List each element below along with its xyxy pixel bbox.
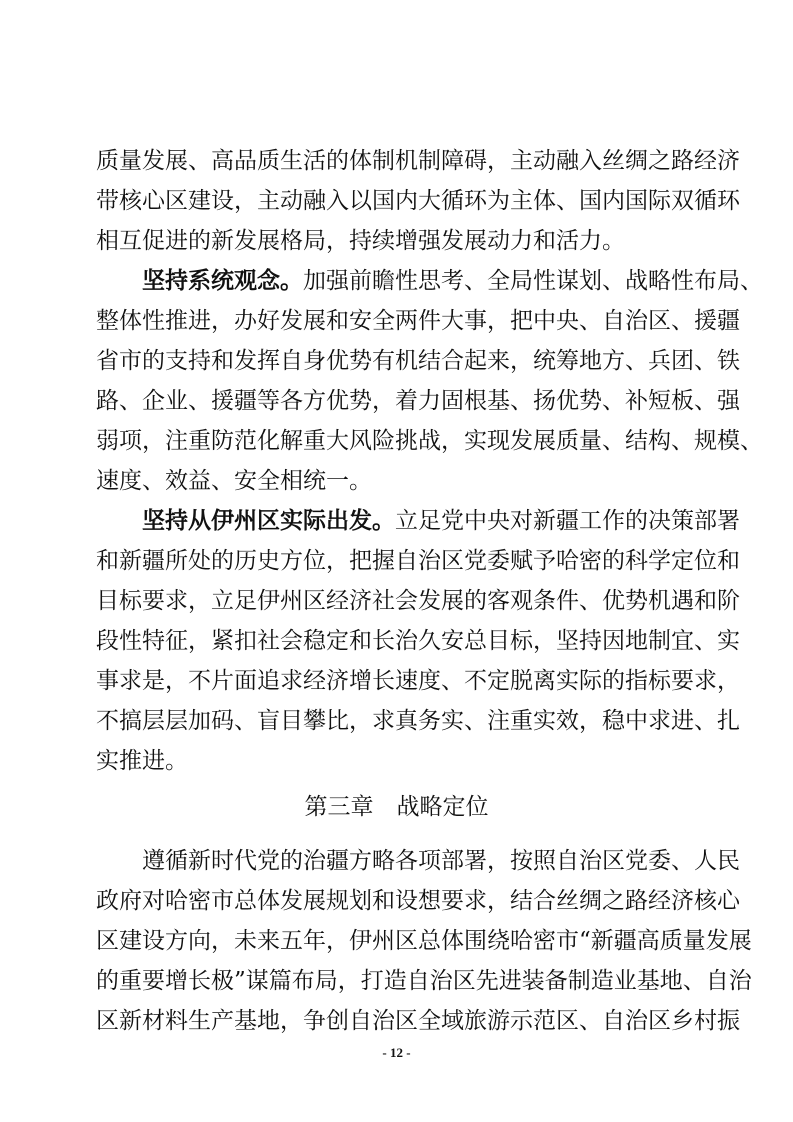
body-text-line: 区新材料生产基地，争创自治区全域旅游示范区、自治区乡村振 — [96, 1008, 740, 1034]
body-text-line: 弱项，注重防范化解重大风险挑战，实现发展质量、结构、规模、 — [96, 428, 763, 454]
body-text-line: 的重要增长极”谋篇布局，打造自治区先进装备制造业基地、自治 — [96, 968, 752, 994]
body-text-line: 相互促进的新发展格局，持续增强发展动力和活力。 — [96, 228, 625, 254]
body-text-line: 不搞层层加码、盲目攀比，求真务实、注重实效，稳中求进、扎 — [96, 708, 740, 734]
body-text-line: 速度、效益、安全相统一。 — [96, 468, 372, 494]
body-text: 立足党中央对新疆工作的决策部署 — [395, 508, 740, 534]
body-text-line: 事求是，不片面追求经济增长速度、不定脱离实际的指标要求， — [96, 668, 740, 694]
body-text-line: 段性特征，紧扣社会稳定和长治久安总目标，坚持因地制宜、实 — [96, 628, 740, 654]
body-text: 加强前瞻性思考、全局性谋划、战略性布局、 — [303, 268, 763, 294]
paragraph-first-line: 遵循新时代党的治疆方略各项部署，按照自治区党委、人民 — [142, 848, 740, 874]
paragraph-heading: 坚持系统观念。 — [142, 267, 303, 294]
body-text-line: 省市的支持和发挥自身优势有机结合起来，统筹地方、兵团、铁 — [96, 348, 740, 374]
chapter-title: 第三章 战略定位 — [304, 794, 489, 820]
body-text-line: 和新疆所处的历史方位，把握自治区党委赋予哈密的科学定位和 — [96, 548, 740, 574]
paragraph-heading: 坚持从伊州区实际出发。 — [142, 507, 395, 534]
body-text-line: 区建设方向，未来五年，伊州区总体围绕哈密市“新疆高质量发展 — [96, 928, 752, 954]
body-text-line: 路、企业、援疆等各方优势，着力固根基、扬优势、补短板、强 — [96, 388, 740, 414]
paragraph-first-line — [142, 266, 763, 296]
paragraph-first-line — [142, 506, 740, 536]
page-number: - 12 - — [382, 1045, 411, 1060]
body-text-line: 目标要求，立足伊州区经济社会发展的客观条件、优势机遇和阶 — [96, 588, 740, 614]
body-text-line: 政府对哈密市总体发展规划和设想要求，结合丝绸之路经济核心 — [96, 888, 740, 914]
body-text-line: 实推进。 — [96, 748, 188, 774]
body-text-line: 质量发展、高品质生活的体制机制障碍，主动融入丝绸之路经济 — [96, 148, 740, 174]
body-text-line: 整体性推进，办好发展和安全两件大事，把中央、自治区、援疆 — [96, 308, 740, 334]
body-text-line: 带核心区建设，主动融入以国内大循环为主体、国内国际双循环 — [96, 188, 740, 214]
